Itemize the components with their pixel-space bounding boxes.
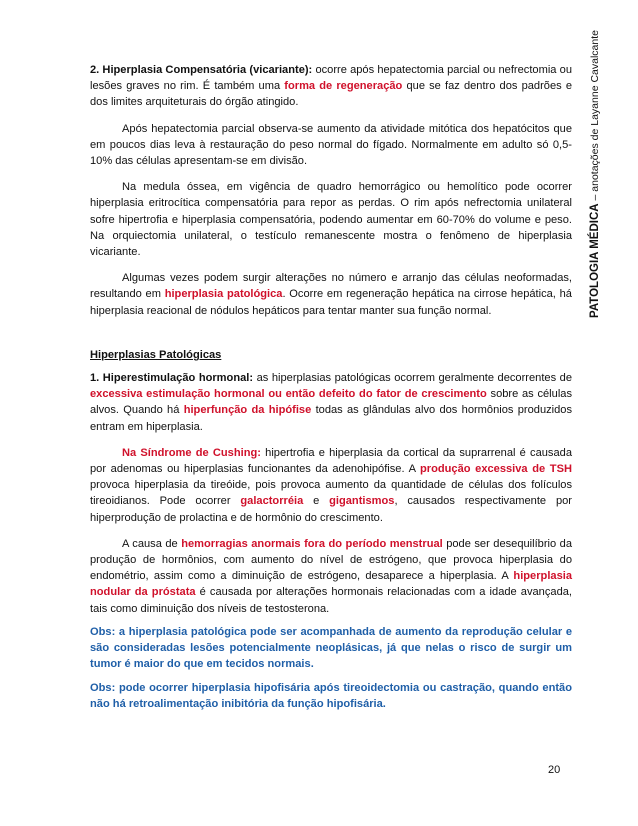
main-content bbox=[90, 62, 572, 712]
paragraph-hormonal bbox=[90, 370, 572, 435]
text-span: . Ocorre em regeneração hepática na cirrose hepática, há hiperplasia reacional de nódulos hepáticos para tentar manter sua função normal. bbox=[90, 288, 572, 317]
hormonal-label: 1. Hiperestimulação hormonal: bbox=[90, 372, 254, 385]
highlight-galactorrhea: galactorréia bbox=[240, 495, 304, 508]
sidebar-subtitle: anotações de Layanne Cavalcante bbox=[589, 30, 601, 192]
text-span: hipertrofia e hiperplasia da cortical da suprarrenal é causada por adenomas ou hiperplasias funcionantes da adenohipófise. A bbox=[90, 446, 572, 476]
highlight-regeneration: forma de regeneração bbox=[284, 80, 403, 93]
paragraph-cushing bbox=[90, 445, 572, 526]
paragraph-compensatory bbox=[90, 62, 572, 111]
text-span: ocorre após hepatectomia parcial ou nefrectomia ou lesões graves no rim. É também uma bbox=[90, 64, 572, 93]
highlight-pathologic-hyperplasia: hiperplasia patológica bbox=[164, 288, 283, 301]
compensatory-label: 2. Hiperplasia Compensatória (vicariante): bbox=[90, 64, 313, 76]
text-span: que se faz dentro dos padrões e dos limites arquiteturais do órgão atingido. bbox=[90, 80, 572, 109]
paragraph-hemorrhage bbox=[90, 536, 572, 617]
highlight-hemorrhage: hemorragias anormais fora do período menstrual bbox=[181, 537, 443, 550]
text-span: provoca hiperplasia da tireóide, pois provoca aumento da quantidade de células dos folículos tireoidianos. Pode ocorrer bbox=[90, 479, 572, 508]
text-span: , causados respectivamente por hiperprodução de prolactina e de hormônio do crescimento. bbox=[90, 495, 572, 524]
text-span: pode ser desequilíbrio da produção de hormônios, com aumento do nível de estrógeno, que provoca hiperplasia do endométrio, assim como a diminuição de estrógeno, desaparece a hiperplasia. A bbox=[90, 537, 572, 583]
highlight-prostate: hiperplasia nodular da próstata bbox=[90, 570, 572, 599]
obs-note-2: Obs: pode ocorrer hiperplasia hipofisária após tireoidectomia ou castração, quando então não há retroalimentação inibitória da função hipofisária. bbox=[90, 681, 572, 710]
obs-note-1: Obs: a hiperplasia patológica pode ser acompanhada de aumento da reprodução celular e são consideradas lesões potencialmente neoplásicas, já que nelas o risco de surgir um tumor é maior do que em tecidos normais. bbox=[90, 625, 572, 671]
text-span: A causa de bbox=[122, 537, 182, 550]
text-span: é causada por alterações hormonais relacionadas com a idade avançada, tais como diminuição dos níveis de testosterona. bbox=[90, 586, 572, 615]
sidebar-header bbox=[586, 30, 604, 380]
highlight-hypophysis: hiperfunção da hipófise bbox=[183, 404, 312, 417]
page-number: 20 bbox=[548, 764, 561, 776]
sidebar-title: PATOLOGIA MÉDICA bbox=[589, 203, 601, 318]
text-span: as hiperplasias patológicas ocorrem geralmente decorrentes de bbox=[253, 372, 572, 385]
section-title bbox=[90, 347, 572, 363]
highlight-hormonal-stimulation: excessiva estimulação hormonal ou então defeito do fator de crescimento bbox=[90, 388, 487, 401]
paragraph-bone-marrow: Na medula óssea, em vigência de quadro hemorrágico ou hemolítico pode ocorrer hiperplasia eritrocítica compensatória para repor as perdas. O rim após nefrectomia unilateral sofre hipertrofia e hiperplasia compensatória, podendo aumentar em 60-70% do volume e peso. Na orquiectomia unilateral, o testículo remanescente mostra o fenômeno de hiperplasia vicariante. bbox=[90, 181, 572, 259]
text-span: todas as glândulas alvo dos hormônios produzidos entram em hiperplasia. bbox=[90, 404, 573, 433]
sidebar-dash: – bbox=[589, 191, 601, 204]
text-span: sobre as células alvos. Quando há bbox=[90, 388, 572, 417]
text-span: e bbox=[303, 495, 330, 508]
paragraph-neoformed-cells bbox=[90, 270, 572, 319]
text-span: Algumas vezes podem surgir alterações no número e arranjo das células neoformadas, resultando em bbox=[90, 272, 572, 301]
highlight-cushing: Na Síndrome de Cushing: bbox=[122, 446, 261, 459]
sidebar-header-text bbox=[586, 30, 604, 380]
paragraph-hepatectomy: Após hepatectomia parcial observa-se aumento da atividade mitótica dos hepatócitos que em poucos dias leva à restauração do peso normal do fígado. Normalmente em adulto só 0,5-10% das células apresentam-se em divisão. bbox=[90, 122, 572, 168]
highlight-tsh: produção excessiva de TSH bbox=[420, 463, 572, 476]
highlight-gigantism: gigantismos bbox=[329, 495, 395, 508]
section-title-text: Hiperplasias Patológicas bbox=[90, 348, 222, 361]
